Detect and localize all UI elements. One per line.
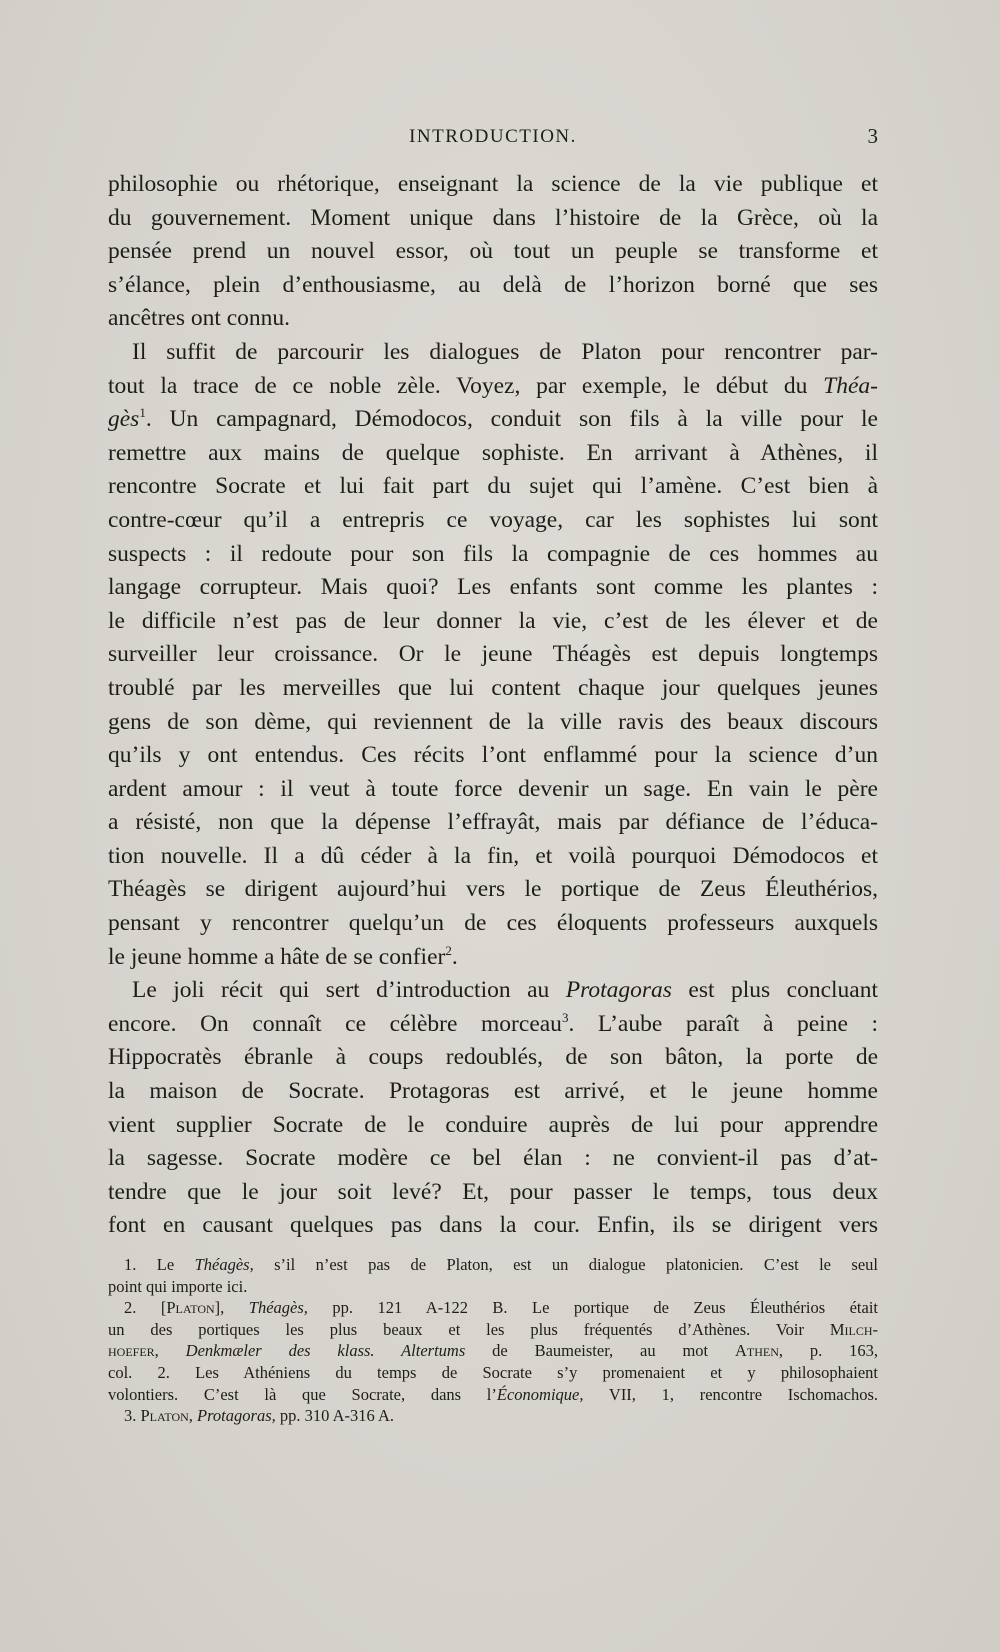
text-line: contre-cœur qu’il a entrepris ce voyage, car les sophistes lui sont [108,506,878,533]
title-italic: Protagoras [565,977,672,1004]
text-line: tion nouvelle. Il a dû céder à la fin, et voilà pourquoi Démodocos et [108,842,878,869]
footnote-2-cont: un des portiques les plus beaux et les plus fréquentés d’Athènes. Voir Milch- [108,1319,878,1339]
text-line: ardent amour : il veut à toute force devenir un sage. En vain le père [108,775,878,802]
footnote-ref: 1 [139,405,146,421]
page-header [108,124,878,154]
text-line: rencontre Socrate et lui fait part du sujet qui l’amène. C’est bien à [108,473,878,500]
text-line: encore. On connaît ce célèbre morceau$^3$. L’aube paraît à peine : [108,1010,879,1037]
page-number: 3 [867,124,878,148]
running-head: INTRODUCTION. [409,126,577,147]
text-line: tout la trace de ce noble zèle. Voyez, par exemple, le début du Théa- [108,372,878,399]
text-line: Il suffit de parcourir les dialogues de Platon pour rencontrer par- [132,338,878,365]
text-line: pensant y rencontrer quelqu’un de ces éloquents professeurs auxquels [108,910,878,937]
title-italic: gès [108,406,140,433]
text-line: Le joli récit qui sert d’introduction au Protagoras est plus concluant [132,977,878,1004]
text-line: s’élance, plein d’enthousiasme, au delà de l’horizon borné que ses [108,271,878,298]
text-line: remettre aux mains de quelque sophiste. En arrivant à Athènes, il [108,439,878,466]
text-line: Hippocratès ébranle à coups redoublés, de son bâton, la porte de [108,1044,878,1071]
footnotes [108,1254,878,1427]
footnote-1: 1. Le Théagès, s’il n’est pas de Platon, est un dialogue platonicien. C’est le seul [124,1255,878,1274]
text-line: qu’ils y ont entendus. Ces récits l’ont enflammé pour la science d’un [108,742,878,769]
text-line: tendre que le jour soit levé? Et, pour passer le temps, tous deux [108,1178,878,1205]
body-text [108,168,878,1243]
text-line: suspects : il redoute pour son fils la compagnie de ces hommes au [108,540,878,567]
text-line: Théagès se dirigent aujourd’hui vers le portique de Zeus Éleuthérios, [108,876,878,903]
text-line: pensée prend un nouvel essor, où tout un peuple se transforme et [108,238,878,265]
text-line: du gouvernement. Moment unique dans l’histoire de la Grèce, où la [108,204,878,231]
footnote-2-cont: hoefer, Denkmæler des klass. Altertums de Baumeister, au mot Athen, p. 163, [108,1341,878,1361]
text-line: le jeune homme a hâte de se confier$^2$. [108,942,458,970]
footnote-1-cont: point qui importe ici. [108,1276,248,1296]
footnote-2-cont: volontiers. C’est là que Socrate, dans l’Économique, VII, 1, rencontre Ischomachos. [108,1384,878,1404]
text-line: le difficile n’est pas de leur donner la vie, c’est de les élever et de [108,607,878,634]
text-line: font en causant quelques pas dans la cour. Enfin, ils se dirigent vers [108,1212,878,1239]
text-line: langage corrupteur. Mais quoi? Les enfants sont comme les plantes : [108,574,878,601]
title-italic: Théa- [823,372,878,399]
text-line: vient supplier Socrate de le conduire auprès de lui pour apprendre [108,1111,878,1138]
footnote-2-cont: col. 2. Les Athéniens du temps de Socrate s’y promenaient et y philosophaient [108,1362,878,1382]
text-line: philosophie ou rhétorique, enseignant la science de la vie publique et [108,171,878,197]
text-line: la maison de Socrate. Protagoras est arrivé, et le jeune homme [108,1078,878,1105]
footnote-2: 2. [Platon], Théagès, pp. 121 A-122 B. Le portique de Zeus Éleuthérios était [124,1298,879,1318]
text-line: la sagesse. Socrate modère ce bel élan : ne convient-il pas d’at- [108,1145,878,1172]
footnote-ref: 2 [445,942,452,958]
footnote-3: 3. Platon, Protagoras, pp. 310 A-316 A. [124,1406,395,1426]
text-line: gès$^1$. Un campagnard, Démodocos, conduit son fils à la ville pour le [108,405,878,433]
text-line: a résisté, non que la dépense l’effrayât, mais par défiance de l’éduca- [108,809,878,836]
footnote-ref: 3 [561,1010,569,1026]
text-line: ancêtres ont connu. [108,305,291,332]
text-line: troublé par les merveilles que lui content chaque jour quelques jeunes [108,674,878,701]
text-line: gens de son dème, qui reviennent de la ville ravis des beaux discours [108,708,878,735]
text-line: surveiller leur croissance. Or le jeune Théagès est depuis longtemps [108,641,878,668]
